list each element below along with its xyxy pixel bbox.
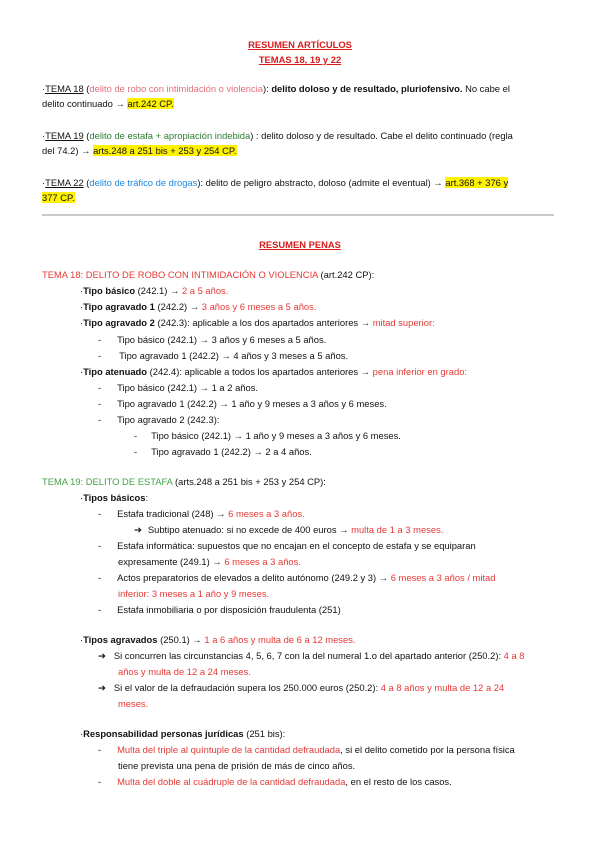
list-item: - Multa del doble al cuádruple de la cantidad defraudada, en el resto de los casos. — [98, 776, 452, 787]
tema19-heading: TEMA 19: DELITO DE ESTAFA (arts.248 a 251 bis + 253 y 254 CP): — [42, 476, 326, 487]
list-item: ➔ Si el valor de la defraudación supera los 250.000 euros (250.2): 4 a 8 años y multa de 12 a 24 — [98, 682, 505, 693]
tema18-agravado2: ·Tipo agravado 2 (242.3): aplicable a los dos apartados anteriores → mitad superior: — [80, 317, 435, 328]
list-item: - Actos preparatorios de elevados a delito autónomo (249.2 y 3) → 6 meses a 3 años / mitad — [98, 572, 496, 583]
penas-title: RESUMEN PENAS — [259, 239, 341, 250]
article-tema19-line1: ·TEMA 19 (delito de estafa + apropiación indebida) : delito doloso y de resultado. Cabe el delito continuado (regla — [42, 130, 513, 141]
list-item: - Tipo agravado 2 (242.3): — [98, 414, 220, 425]
page-subtitle: TEMAS 18, 19 y 22 — [258, 54, 342, 65]
arrow-icon: ➔ — [98, 650, 106, 661]
article-ref-highlight: arts.248 a 251 bis + 253 y 254 CP. — [93, 145, 237, 156]
tema19-basicos: ·Tipos básicos: — [80, 492, 149, 503]
list-item-cont: expresamente (249.1) → 6 meses a 3 años. — [118, 556, 301, 567]
list-item: - Estafa inmobiliaria o por disposición fraudulenta (251) — [98, 604, 341, 615]
tema19-link: TEMA 19 — [45, 130, 84, 141]
list-item: - Tipo básico (242.1) → 3 años y 6 meses a 5 años. — [98, 334, 327, 345]
tema18-atenuado: ·Tipo atenuado (242.4): aplicable a todos los apartados anteriores → pena inferior en grado: — [80, 366, 468, 377]
list-item: - Tipo agravado 1 (242.2) → 2 a 4 años. — [134, 446, 312, 457]
article-tema22-line2 — [42, 191, 75, 204]
list-item: - Tipo agravado 1 (242.2) → 1 año y 9 meses a 3 años y 6 meses. — [98, 398, 387, 409]
article-tema18-line1: ·TEMA 18 (delito de robo con intimidación o violencia): delito doloso y de resultado, pluriofensivo. No cabe el — [42, 83, 510, 94]
article-ref-highlight: art.242 CP. — [127, 98, 174, 109]
tema18-agravado1: ·Tipo agravado 1 (242.2) → 3 años y 6 meses a 5 años. — [80, 301, 317, 312]
list-item: - Tipo básico (242.1) → 1 a 2 años. — [98, 382, 259, 393]
tema19-agravados: ·Tipos agravados (250.1) → 1 a 6 años y multa de 6 a 12 meses. — [80, 634, 356, 645]
page-title: RESUMEN ARTÍCULOS — [248, 39, 352, 50]
list-item: - Estafa tradicional (248) → 6 meses a 3 años. — [98, 508, 305, 519]
tema18-link: TEMA 18 — [45, 83, 84, 94]
list-item-cont: inferior: 3 meses a 1 año y 9 meses. — [118, 588, 270, 599]
list-item: ➔ Si concurren las circunstancias 4, 5, 6, 7 con la del numeral 1.o del apartado anterior (250.2): 4 a 8 — [98, 650, 525, 661]
section-divider — [42, 214, 554, 216]
article-tema18-line2: delito continuado → art.242 CP. — [42, 98, 174, 109]
list-item-cont: años y multa de 12 a 24 meses. — [118, 666, 251, 677]
article-ref-highlight: 377 CP. — [42, 192, 75, 203]
article-tema19-line2: del 74.2) → arts.248 a 251 bis + 253 y 254 CP. — [42, 145, 237, 156]
arrow-icon: ➔ — [134, 524, 142, 535]
list-item-cont: meses. — [118, 698, 149, 709]
list-item: - Multa del triple al quíntuple de la cantidad defraudada, si el delito cometido por la persona física — [98, 744, 515, 755]
article-ref-highlight: art.368 + 376 y — [445, 177, 509, 188]
tema19-responsabilidad: ·Responsabilidad personas jurídicas (251 bis): — [80, 728, 286, 739]
list-item: - Tipo agravado 1 (242.2) → 4 años y 3 meses a 5 años. — [98, 350, 349, 361]
tema18-basico: ·Tipo básico (242.1) → 2 a 5 años. — [80, 285, 229, 296]
arrow-icon: ➔ — [98, 682, 106, 693]
list-item: - Estafa informática: supuestos que no encajan en el concepto de estafa y se equiparan — [98, 540, 476, 551]
tema18-heading: TEMA 18: DELITO DE ROBO CON INTIMIDACIÓN O VIOLENCIA (art.242 CP): — [42, 269, 375, 280]
tema22-link: TEMA 22 — [45, 177, 84, 188]
list-item: - Tipo básico (242.1) → 1 año y 9 meses a 3 años y 6 meses. — [134, 430, 401, 441]
article-tema22-line1: ·TEMA 22 (delito de tráfico de drogas): delito de peligro abstracto, doloso (admite el eventual) → art.368 + 376 y — [42, 177, 509, 188]
list-item-cont: tiene prevista una pena de prisión de más de cinco años. — [118, 760, 356, 771]
list-item: ➔ Subtipo atenuado: si no excede de 400 euros → multa de 1 a 3 meses. — [134, 524, 444, 535]
